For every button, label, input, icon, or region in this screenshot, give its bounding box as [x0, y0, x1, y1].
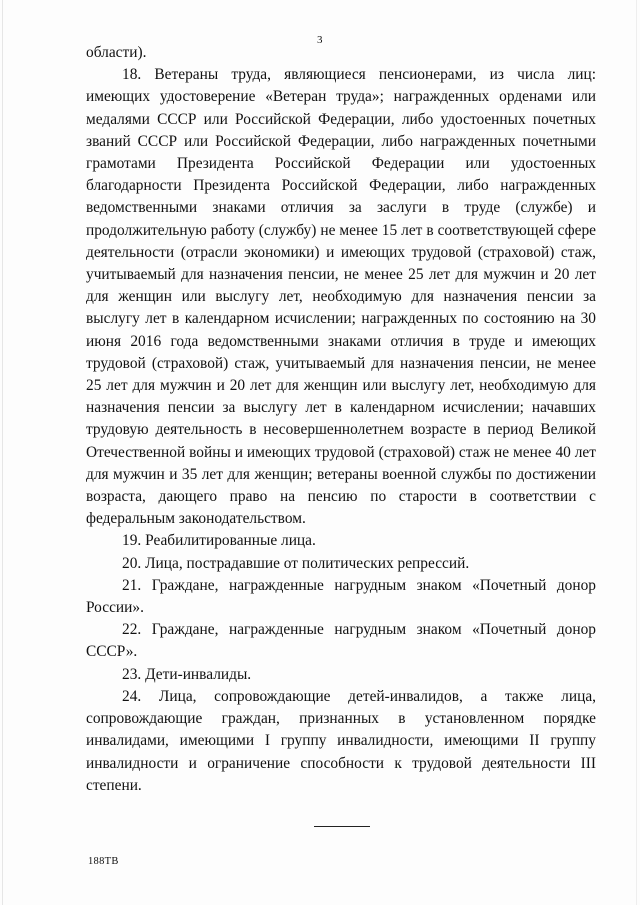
- page-number: 3: [317, 34, 323, 46]
- document-body: [86, 42, 596, 797]
- paragraph-item-19: 19. Реабилитированные лица.: [122, 532, 316, 550]
- paragraph-item-24: 24. Лица, сопровождающие детей-инвалидов, а также лица, сопровождающие граждан, признанных в установленном порядке инвалидами, имеющими I группу инвалидности, имеющими II группу инвалидности и ограничение способности к трудовой деятельности III степени.: [86, 687, 596, 794]
- page-edge-right: [636, 0, 637, 905]
- paragraph-item-18: 18. Ветераны труда, являющиеся пенсионерами, из числа лиц: имеющих удостоверение «Ветеран труда»; награжденных орденами или медалями СССР или Российской Федерации, либо удостоенных почетных званий СССР или Российской Федерации, либо награжденных почетными грамотами Президента Российской Федерации или удостоенных благодарности Президента Российской Федерации, либо награжденных ведомственными знаками отличия за заслуги в труде (службе) и продолжительную работу (службу) не менее 15 лет в соответствующей сфере деятельности (отрасли экономики) и имеющих трудовой (страховой) стаж, учитываемый для назначения пенсии, не менее 25 лет для мужчин и 20 лет для женщин или выслугу лет, необходимую для назначения пенсии за выслугу лет в календарном исчислении; награжденных по состоянию на 30 июня 2016 года ведомственными знаками отличия в труде и имеющих трудовой (страховой) стаж, учитываемый для назначения пенсии, не менее 25 лет для мужчин и 20 лет для женщин или выслугу лет, необходимую для назначения пенсии за выслугу лет в календарном исчислении; начавших трудовую деятельность в несовершеннолетнем возрасте в период Великой Отечественной войны и имеющих трудовой (страховой) стаж не менее 40 лет для мужчин и 35 лет для женщин; ветераны военной службы по достижении возраста, дающего право на пенсию по старости в соответствии с федеральным законодательством.: [86, 66, 596, 528]
- paragraph-continuation: области).: [86, 44, 147, 61]
- paragraph-item-21: 21. Граждане, награжденные нагрудным знаком «Почетный донор России».: [86, 576, 596, 617]
- paragraph-item-23: 23. Дети-инвалиды.: [122, 665, 252, 683]
- page-edge-left: [2, 0, 3, 905]
- end-separator-line: [314, 826, 370, 827]
- document-code: 188ТВ: [88, 856, 119, 867]
- paragraph-item-22: 22. Граждане, награжденные нагрудным знаком «Почетный донор СССР».: [86, 621, 596, 661]
- paragraph-item-20: 20. Лица, пострадавшие от политических репрессий.: [122, 554, 470, 572]
